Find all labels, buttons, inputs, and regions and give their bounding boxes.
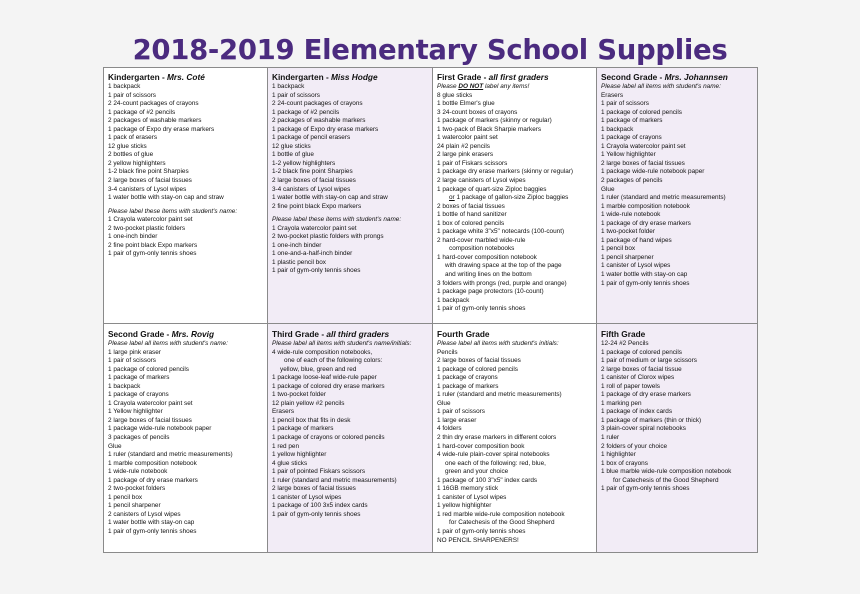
supply-item: 1 package of #2 pencils	[108, 108, 176, 116]
supply-item: 1 package of markers	[272, 425, 334, 433]
supply-item: 1 Yellow highlighter	[601, 151, 656, 159]
supply-item: 3 packages of pencils	[108, 434, 170, 442]
supply-item: Glue	[108, 442, 122, 450]
supply-item: 2 fine point black Expo markers	[108, 241, 198, 249]
supply-item: 1 yellow highlighter	[437, 502, 492, 510]
label-instruction: Please label all items with student's name:	[108, 340, 228, 347]
supply-item: 1 backpack	[108, 382, 141, 390]
supply-item: 1 package of markers (thin or thick)	[601, 416, 702, 424]
supply-item: 1 package of hand wipes	[601, 236, 672, 244]
supply-item: 2 large boxes of facial tissues	[108, 416, 192, 424]
supply-item: 1 watercolor paint set	[437, 134, 498, 142]
supply-item: 1 package white 3"x5" notecards (100-count)	[437, 228, 565, 236]
supply-item: 2 canisters of Lysol wipes	[108, 510, 181, 518]
grade-heading	[108, 72, 264, 82]
supply-item: 1 package of colored pencils	[437, 365, 519, 373]
supply-item: 1 ruler (standard and metric measurements)	[437, 391, 562, 399]
supply-item: 2 large pink erasers	[437, 151, 494, 159]
supply-item: 2 yellow highlighters	[108, 159, 166, 167]
supply-item: 12 glue sticks	[108, 142, 147, 150]
supply-item: 1 package of index cards	[601, 408, 673, 416]
supply-item: 1 blue marble wide-rule composition notebook	[601, 468, 732, 476]
supply-item: 2 thin dry erase markers in different colors	[437, 434, 557, 442]
grade-heading	[437, 72, 593, 82]
supply-item: 3-4 canisters of Lysol wipes	[108, 185, 187, 193]
supply-item: for Catechesis of the Good Shepherd	[613, 476, 719, 484]
supply-item: 1 package of markers (skinny or regular)	[437, 117, 552, 125]
supply-item: one of each of the following colors:	[284, 357, 383, 365]
supply-item: 1 large pink eraser	[108, 348, 161, 356]
grade-name: Kindergarten -	[108, 72, 168, 82]
supply-item: 4 wide-rule plain-cover spiral notebooks	[437, 451, 550, 459]
supply-item: 1 water bottle with stay-on cap and straw	[108, 194, 224, 202]
supply-item: 2 packages of washable markers	[108, 117, 202, 125]
supply-item: 1 package of crayons	[601, 134, 662, 142]
supply-item: 1 package of 100 3"x5" index cards	[437, 476, 538, 484]
supply-item: 1 pair of gym-only tennis shoes	[108, 250, 197, 258]
supply-item: 24 plain #2 pencils	[437, 142, 490, 150]
label-instruction: Please label all items with student's name:	[601, 83, 721, 90]
supply-item: 1 package of crayons or colored pencils	[272, 434, 385, 442]
supply-item: 2 folders of your choice	[601, 442, 668, 450]
supply-item: 4 wide-rule composition notebooks,	[272, 348, 373, 356]
supply-item: 1 package wide-rule notebook paper	[108, 425, 212, 433]
supply-item: 1 plastic pencil box	[272, 258, 326, 266]
supply-item: 3 plain-cover spiral notebooks	[601, 425, 686, 433]
grade-cell	[597, 324, 757, 552]
supply-item: 2 boxes of facial tissues	[437, 202, 505, 210]
supply-item: 3 folders with prongs (red, purple and orange)	[437, 279, 567, 287]
supply-item: 1 canister of Lysol wipes	[601, 262, 671, 270]
supply-item: 4 folders	[437, 425, 462, 433]
supply-item: 1 package of 100 3x5 index cards	[272, 502, 368, 510]
supply-item: 1 pair of scissors	[437, 408, 485, 416]
supply-item: 1 water bottle with stay-on cap	[108, 519, 195, 527]
supply-item: 1 highlighter	[601, 451, 636, 459]
supply-item: 1 package of markers	[108, 374, 170, 382]
supply-item: 2 24-count packages of crayons	[272, 100, 363, 108]
supply-item: 1 backpack	[437, 296, 470, 304]
grade-heading	[601, 72, 754, 82]
supply-item: 1 marble composition notebook	[601, 202, 690, 210]
supply-item: 1 package of crayons	[108, 391, 169, 399]
supply-item: 1 wide-rule notebook	[601, 211, 661, 219]
supply-item: NO PENCIL SHARPENERS!	[437, 536, 519, 544]
supply-item: 1 pencil box	[601, 245, 636, 253]
supply-item: 1 one-inch binder	[108, 233, 158, 241]
supply-item: 4 glue sticks	[272, 459, 308, 467]
supply-item: 2 large boxes of facial tissues	[108, 177, 192, 185]
supply-item: 2 large canisters of Lysol wipes	[437, 177, 526, 185]
supply-item: 1 package of colored pencils	[601, 348, 683, 356]
supply-item: 2 fine point black Expo markers	[272, 202, 362, 210]
supply-item: 1 marble composition notebook	[108, 459, 197, 467]
supply-item: green and your choice	[445, 468, 509, 476]
teacher-name: Mrs. Rovig	[171, 329, 215, 339]
supply-item: composition notebooks	[449, 245, 515, 253]
grade-name: Third Grade -	[272, 329, 327, 339]
supplies-table	[103, 67, 758, 553]
supply-item: 1 package of pencil erasers	[272, 134, 351, 142]
supply-item: 1 package page protectors (10-count)	[437, 288, 544, 296]
teacher-name: all first graders	[488, 72, 549, 82]
supply-item: 1 package of colored pencils	[601, 108, 683, 116]
supply-item: 1 two-pocket folder	[272, 391, 326, 399]
label-instruction: Please label all items with student's initials:	[437, 340, 559, 347]
teacher-name: all third graders	[326, 329, 390, 339]
teacher-name: Mrs. Coté	[167, 72, 205, 82]
supply-item: 1 package of markers	[437, 382, 499, 390]
supply-item: 1 package wide-rule notebook paper	[601, 168, 705, 176]
supply-item: 1 package loose-leaf wide-rule paper	[272, 374, 377, 382]
supply-item: 1 pair of Fiskars scissors	[437, 159, 508, 167]
supply-item: 1 pencil sharpener	[108, 502, 161, 510]
supply-item: 1 pair of gym-only tennis shoes	[108, 528, 197, 536]
supply-item: 1 pair of pointed Fiskars scissors	[272, 468, 366, 476]
supply-item: 1-2 yellow highlighters	[272, 159, 336, 167]
label-instruction: Please label these items with student's name:	[108, 207, 238, 215]
supply-item: Pencils	[437, 348, 458, 356]
supply-item: 1 pair of gym-only tennis shoes	[272, 510, 361, 518]
supply-item: 1 ruler (standard and metric measurements)	[272, 476, 397, 484]
label-instruction: Please label all items with student's name/initials:	[272, 340, 412, 347]
grade-name: Second Grade -	[601, 72, 665, 82]
supply-item: 1 bottle Elmer's glue	[437, 100, 495, 108]
supply-item: 1 box of crayons	[601, 459, 648, 467]
supply-item: 12-24 #2 Pencils	[601, 340, 649, 347]
supply-item: Erasers	[601, 91, 624, 99]
supply-item: Glue	[437, 399, 451, 407]
supply-item: 2 large boxes of facial tissues	[437, 357, 521, 365]
supply-item: 2 large boxes of facial tissues	[272, 177, 356, 185]
supply-item: 2 24-count packages of crayons	[108, 100, 199, 108]
supply-item: 12 glue sticks	[272, 142, 311, 150]
grade-heading	[108, 329, 264, 339]
supply-item: 1 backpack	[601, 125, 634, 133]
supply-item: 1 ruler (standard and metric measurements)	[108, 451, 233, 459]
supply-item: 1 one-inch binder	[272, 241, 322, 249]
supply-item: 1 pencil box that fits in desk	[272, 416, 351, 424]
teacher-name: Mrs. Johannsen	[664, 72, 728, 82]
grade-name: First Grade -	[437, 72, 489, 82]
grade-heading	[601, 329, 754, 339]
supply-item: 1 pair of gym-only tennis shoes	[272, 267, 361, 275]
supply-item: Erasers	[272, 408, 295, 416]
supply-item: 1 pair of gym-only tennis shoes	[601, 279, 690, 287]
supply-item: 1 Crayola watercolor paint set	[108, 399, 193, 407]
supply-item: for Catechesis of the Good Shepherd	[449, 519, 555, 527]
supply-item: 2 bottles of glue	[108, 151, 154, 159]
supply-item: 1 two-pack of Black Sharpie markers	[437, 125, 542, 133]
grade-cell	[597, 68, 757, 324]
supply-item: 1 water bottle with stay-on cap and straw	[272, 194, 388, 202]
supply-item: 1 package of markers	[601, 117, 663, 125]
supply-item: 2 two-pocket plastic folders with prongs	[272, 233, 384, 241]
supply-item: 3-4 canisters of Lysol wipes	[272, 185, 351, 193]
grade-cell	[104, 324, 268, 552]
supply-item: 1 package of colored dry erase markers	[272, 382, 385, 390]
teacher-name: Miss Hodge	[331, 72, 378, 82]
supply-item: 1 canister of Lysol wipes	[437, 493, 507, 501]
supply-item: 1 roll of paper towels	[601, 382, 660, 390]
supply-item: 1 pack of erasers	[108, 134, 158, 142]
supply-item: 2 packages of washable markers	[272, 117, 366, 125]
supply-item: yellow, blue, green and red	[280, 365, 357, 373]
supply-item: 2 hard-cover marbled wide-rule	[437, 236, 526, 244]
supply-item: 1 red marble wide-rule composition notebook	[437, 510, 565, 518]
supply-item: 1 backpack	[272, 83, 305, 90]
supply-item: 1 package dry erase markers (skinny or regular)	[437, 168, 574, 176]
supply-item: 1 package of dry erase markers	[601, 391, 691, 399]
supply-item: and writing lines on the bottom	[445, 271, 532, 279]
supply-item: 1 package of dry erase markers	[601, 219, 691, 227]
supply-item: 1 yellow highlighter	[272, 451, 327, 459]
supply-item: 1 pair of gym-only tennis shoes	[437, 528, 526, 536]
supply-item: 1 package of crayons	[437, 374, 498, 382]
supply-item: 2 two-pocket plastic folders	[108, 224, 186, 232]
supply-item: 1 Yellow highlighter	[108, 408, 163, 416]
page-title: 2018-2019 Elementary School Supplies	[132, 34, 728, 66]
supply-item: 1-2 black fine point Sharpies	[108, 168, 189, 176]
supply-item: with drawing space at the top of the page	[445, 262, 562, 270]
grade-cell	[433, 324, 597, 552]
supply-item: 1 pencil sharpener	[601, 253, 654, 261]
supply-item: 1 two-pocket folder	[601, 228, 655, 236]
grade-heading	[437, 329, 593, 339]
supply-item: 8 glue sticks	[437, 91, 473, 99]
grade-name: Fourth Grade	[437, 329, 490, 339]
supply-item: 1 Crayola watercolor paint set	[272, 224, 357, 232]
supply-item: 1 marking pen	[601, 399, 642, 407]
supply-item: 1 box of colored pencils	[437, 219, 505, 227]
supply-item: 2 large boxes of facial tissue	[601, 365, 682, 373]
supply-item: 1 package of Expo dry erase markers	[272, 125, 379, 133]
supply-item: 1 one-and-a-half-inch binder	[272, 250, 353, 258]
supply-item: 1 ruler	[601, 434, 620, 442]
supply-item: 2 two-pocket folders	[108, 485, 166, 493]
grade-cell	[104, 68, 268, 324]
grade-cell	[268, 68, 433, 324]
supply-item: 1 wide-rule notebook	[108, 468, 168, 476]
label-instruction: Please label these items with student's name:	[272, 216, 402, 224]
grade-name: Kindergarten -	[272, 72, 332, 82]
supply-item: 1 package of Expo dry erase markers	[108, 125, 215, 133]
supply-item: 1 package of quart-size Ziploc baggies	[437, 185, 547, 193]
supply-item: 1 pair of scissors	[108, 91, 156, 99]
supply-item: 1 package of colored pencils	[108, 365, 190, 373]
supply-item: 2 large boxes of facial tissues	[601, 159, 685, 167]
grade-cell	[268, 324, 433, 552]
supply-item: one each of the following: red, blue,	[445, 459, 546, 467]
supply-item: 1 pencil box	[108, 493, 143, 501]
supply-item: 1 canister of Lysol wipes	[272, 493, 342, 501]
supply-item: 1 bottle of hand sanitizer	[437, 211, 507, 219]
supply-item: 1 bottle of glue	[272, 151, 314, 159]
supply-item: 1 package of dry erase markers	[108, 476, 198, 484]
supply-item: 1 Crayola watercolor paint set	[601, 142, 686, 150]
grade-name: Second Grade -	[108, 329, 172, 339]
supply-item: 1 pair of scissors	[108, 357, 156, 365]
supply-item: 1 red pen	[272, 442, 300, 450]
supply-item: 1 ruler (standard and metric measurements)	[601, 194, 726, 202]
grade-heading	[272, 72, 429, 82]
supply-item: 1-2 black fine point Sharpies	[272, 168, 353, 176]
supply-item: 12 plain yellow #2 pencils	[272, 399, 345, 407]
supply-item: 3 24-count boxes of crayons	[437, 108, 518, 116]
supply-item: 1 canister of Clorox wipes	[601, 374, 675, 382]
supply-item: 1 pair of gym-only tennis shoes	[437, 305, 526, 313]
supply-item: 1 hard-cover composition notebook	[437, 253, 537, 261]
supply-item: 1 backpack	[108, 83, 141, 90]
grade-cell	[433, 68, 597, 324]
supply-item: or 1 package of gallon-size Ziploc baggies	[449, 194, 569, 202]
supply-item: 2 large boxes of facial tissues	[272, 485, 356, 493]
supply-item: 1 pair of medium or large scissors	[601, 357, 697, 365]
supply-item: 1 Crayola watercolor paint set	[108, 216, 193, 224]
grade-heading	[272, 329, 429, 339]
supply-item: 1 pair of scissors	[272, 91, 320, 99]
supply-item: 1 large eraser	[437, 416, 477, 424]
supply-item: Glue	[601, 185, 615, 193]
supply-item: 1 pair of gym-only tennis shoes	[601, 485, 690, 493]
label-instruction: Please DO NOT label any items!	[437, 83, 530, 90]
supply-item: 1 hard-cover composition book	[437, 442, 525, 450]
supply-item: 2 packages of pencils	[601, 177, 663, 185]
supply-item: 1 water bottle with stay-on cap	[601, 271, 688, 279]
supply-item: 1 16GB memory stick	[437, 485, 499, 493]
supply-item: 1 package of #2 pencils	[272, 108, 340, 116]
grade-name: Fifth Grade	[601, 329, 646, 339]
supply-item: 1 pair of scissors	[601, 100, 649, 108]
